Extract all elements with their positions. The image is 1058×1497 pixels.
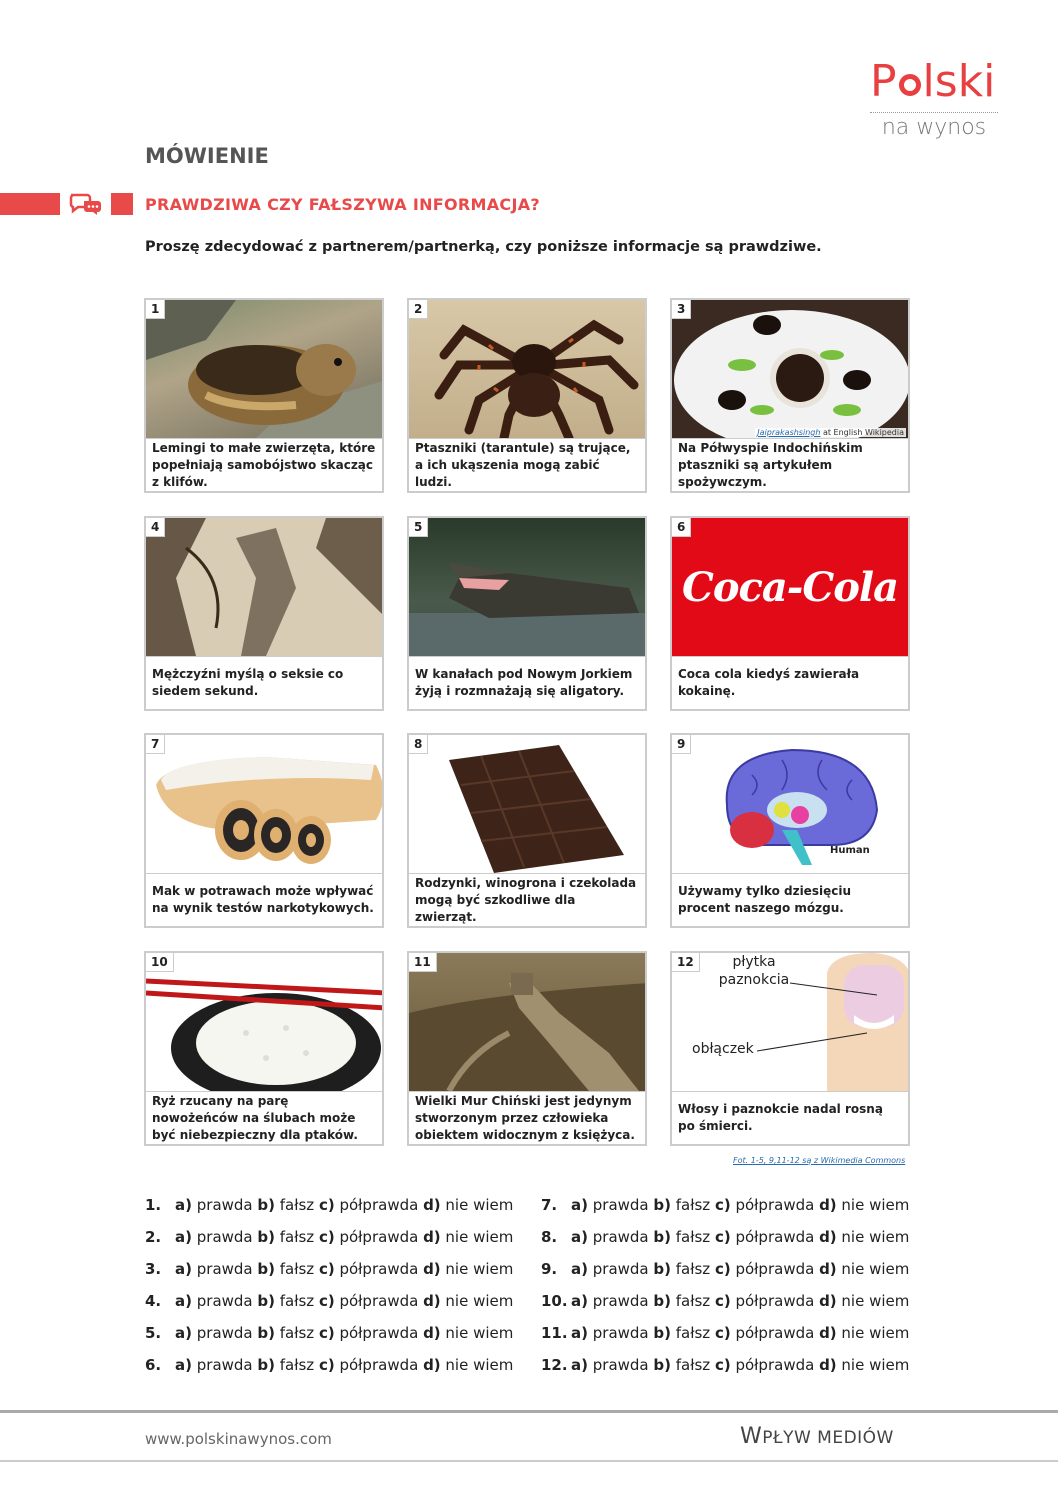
option-a-marker[interactable]: a) xyxy=(175,1324,192,1342)
option-a-marker[interactable]: a) xyxy=(571,1292,588,1310)
option-d-text[interactable]: nie wiem xyxy=(836,1356,910,1374)
option-d-marker[interactable]: d) xyxy=(423,1324,441,1342)
option-a-text[interactable]: prawda xyxy=(191,1228,258,1246)
alligator-drawing xyxy=(409,518,645,656)
card-4 xyxy=(144,516,384,711)
option-b-text[interactable]: fałsz xyxy=(274,1292,319,1310)
option-d-text[interactable]: nie wiem xyxy=(440,1228,514,1246)
answer-row xyxy=(541,1260,909,1278)
red-bar-left xyxy=(0,193,60,215)
alligator-image xyxy=(409,518,645,657)
option-d-marker[interactable]: d) xyxy=(819,1292,837,1310)
option-b-marker[interactable]: b) xyxy=(257,1228,275,1246)
option-c-marker[interactable]: c) xyxy=(714,1292,731,1310)
option-c-text[interactable]: półprawda xyxy=(730,1292,820,1310)
red-bar-square xyxy=(111,193,133,215)
card-6 xyxy=(670,516,910,711)
card-number: 4 xyxy=(146,518,165,537)
answer-row xyxy=(145,1196,513,1214)
abstract-art-drawing xyxy=(146,518,382,656)
option-a-marker[interactable]: a) xyxy=(571,1196,588,1214)
answer-row xyxy=(541,1196,909,1214)
card-number: 6 xyxy=(672,518,691,537)
answer-row xyxy=(541,1228,909,1246)
option-c-text[interactable]: półprawda xyxy=(334,1228,424,1246)
option-c-marker[interactable]: c) xyxy=(318,1292,335,1310)
option-c-text[interactable]: półprawda xyxy=(730,1196,820,1214)
option-a-text[interactable]: prawda xyxy=(587,1260,654,1278)
option-d-text[interactable]: nie wiem xyxy=(440,1356,514,1374)
option-b-marker[interactable]: b) xyxy=(257,1292,275,1310)
option-c-text[interactable]: półprawda xyxy=(730,1356,820,1374)
option-c-text[interactable]: półprawda xyxy=(730,1324,820,1342)
tarantula-image xyxy=(409,300,645,439)
logo-o-ring xyxy=(899,74,921,96)
option-c-marker[interactable]: c) xyxy=(318,1356,335,1374)
option-b-text[interactable]: fałsz xyxy=(670,1292,715,1310)
option-a-marker[interactable]: a) xyxy=(175,1356,192,1374)
option-a-text[interactable]: prawda xyxy=(191,1324,258,1342)
option-a-marker[interactable]: a) xyxy=(571,1356,588,1374)
card-text: Ptaszniki (tarantule) są trujące, a ich ukąszenia mogą zabić ludzi. xyxy=(415,440,631,489)
option-d-text[interactable]: nie wiem xyxy=(440,1324,514,1342)
card-text: W kanałach pod Nowym Jorkiem żyją i rozmnażają się aligatory. xyxy=(415,667,633,698)
card-1 xyxy=(144,298,384,493)
option-d-marker[interactable]: d) xyxy=(819,1260,837,1278)
option-c-marker[interactable]: c) xyxy=(714,1324,731,1342)
option-b-text[interactable]: fałsz xyxy=(274,1196,319,1214)
answer-row xyxy=(541,1356,909,1374)
option-b-marker[interactable]: b) xyxy=(653,1228,671,1246)
option-a-text[interactable]: prawda xyxy=(587,1228,654,1246)
card-text: Wielki Mur Chiński jest jedynym stworzonym przez człowieka obiektem widocznym z księżyca. xyxy=(415,1093,635,1142)
option-b-marker[interactable]: b) xyxy=(257,1356,275,1374)
answer-row xyxy=(145,1324,513,1342)
logo xyxy=(870,58,1010,140)
section-title: MÓWIENIE xyxy=(145,144,269,168)
poppy-seed-roll-drawing xyxy=(146,735,382,873)
card-text: Mak w potrawach może wpływać na wynik testów narkotykowych. xyxy=(152,884,374,915)
option-a-text[interactable]: prawda xyxy=(191,1356,258,1374)
option-a-marker[interactable]: a) xyxy=(571,1228,588,1246)
answer-row xyxy=(145,1356,513,1374)
card-9 xyxy=(670,733,910,928)
option-c-text[interactable]: półprawda xyxy=(334,1356,424,1374)
option-c-marker[interactable]: c) xyxy=(318,1324,335,1342)
option-c-text[interactable]: półprawda xyxy=(730,1228,820,1246)
option-a-marker[interactable]: a) xyxy=(175,1228,192,1246)
brain-label: Human xyxy=(830,845,870,856)
coca-cola-logo-text: Coca-Cola xyxy=(681,563,899,611)
card-number: 1 xyxy=(146,300,165,319)
poppy-seed-roll-image xyxy=(146,735,382,874)
footer-topic: WPŁYW MEDIÓW xyxy=(740,1424,894,1449)
option-b-text[interactable]: fałsz xyxy=(274,1356,319,1374)
option-d-text[interactable]: nie wiem xyxy=(440,1196,514,1214)
option-a-text[interactable]: prawda xyxy=(587,1196,654,1214)
card-text: Coca cola kiedyś zawierała kokainę. xyxy=(678,667,860,698)
option-b-marker[interactable]: b) xyxy=(257,1324,275,1342)
answer-number: 9. xyxy=(541,1260,558,1278)
option-c-marker[interactable]: c) xyxy=(318,1196,335,1214)
option-a-marker[interactable]: a) xyxy=(571,1260,588,1278)
option-b-marker[interactable]: b) xyxy=(653,1292,671,1310)
answer-number: 8. xyxy=(541,1228,558,1246)
option-c-marker[interactable]: c) xyxy=(318,1260,335,1278)
card-8 xyxy=(407,733,647,928)
option-d-marker[interactable]: d) xyxy=(423,1260,441,1278)
option-d-marker[interactable]: d) xyxy=(819,1324,837,1342)
card-number: 5 xyxy=(409,518,428,537)
option-b-text[interactable]: fałsz xyxy=(670,1196,715,1214)
option-d-marker[interactable]: d) xyxy=(423,1228,441,1246)
logo-sub: na wynos xyxy=(870,112,998,140)
answer-row xyxy=(541,1292,909,1310)
option-d-marker[interactable]: d) xyxy=(819,1196,837,1214)
option-b-text[interactable]: fałsz xyxy=(670,1228,715,1246)
option-a-text[interactable]: prawda xyxy=(191,1260,258,1278)
nail-plate-label: płytka paznokcia xyxy=(718,954,790,988)
card-text: Ryż rzucany na parę nowożeńców na ślubach może być niebezpieczny dla ptaków. xyxy=(152,1093,358,1142)
chat-bubbles-icon xyxy=(68,192,104,216)
answer-number: 3. xyxy=(145,1260,162,1278)
option-c-marker[interactable]: c) xyxy=(714,1356,731,1374)
option-a-marker[interactable]: a) xyxy=(175,1292,192,1310)
answer-number: 2. xyxy=(145,1228,162,1246)
rice-bowl-image xyxy=(146,953,382,1092)
card-text: Lemingi to małe zwierzęta, które popełniają samobójstwo skacząc z klifów. xyxy=(152,440,376,489)
option-b-marker[interactable]: b) xyxy=(653,1196,671,1214)
card-number: 11 xyxy=(409,953,437,972)
option-b-marker[interactable]: b) xyxy=(653,1324,671,1342)
option-c-marker[interactable]: c) xyxy=(714,1228,731,1246)
option-d-text[interactable]: nie wiem xyxy=(440,1260,514,1278)
logo-main: P lski xyxy=(870,56,996,107)
card-2 xyxy=(407,298,647,493)
fried-spiders-image xyxy=(672,300,908,439)
card-text: Mężczyźni myślą o seksie co siedem sekund. xyxy=(152,667,344,698)
option-b-text[interactable]: fałsz xyxy=(670,1260,715,1278)
option-d-marker[interactable]: d) xyxy=(423,1196,441,1214)
card-7 xyxy=(144,733,384,928)
answer-row xyxy=(145,1292,513,1310)
card-number: 7 xyxy=(146,735,165,754)
option-c-marker[interactable]: c) xyxy=(714,1196,731,1214)
card-number: 9 xyxy=(672,735,691,754)
option-d-text[interactable]: nie wiem xyxy=(836,1260,910,1278)
option-c-text[interactable]: półprawda xyxy=(334,1196,424,1214)
card-number: 8 xyxy=(409,735,428,754)
option-b-text[interactable]: fałsz xyxy=(274,1260,319,1278)
option-d-marker[interactable]: d) xyxy=(819,1356,837,1374)
brain-diagram-drawing xyxy=(672,735,908,873)
option-b-marker[interactable]: b) xyxy=(257,1260,275,1278)
answer-number: 6. xyxy=(145,1356,162,1374)
card-text: Na Półwyspie Indochińskim ptaszniki są artykułem spożywczym. xyxy=(678,440,863,489)
answer-row xyxy=(145,1260,513,1278)
coca-cola-logo-image xyxy=(672,518,908,657)
tarantula-drawing xyxy=(409,300,645,438)
abstract-art-image xyxy=(146,518,382,657)
photo-source: Fot. 1-5, 9,11-12 są z Wikimedia Commons xyxy=(733,1156,906,1165)
chocolate-bar-drawing xyxy=(409,735,645,873)
card-12 xyxy=(670,951,910,1146)
option-d-text[interactable]: nie wiem xyxy=(440,1292,514,1310)
brain-diagram-image xyxy=(672,735,908,874)
option-d-text[interactable]: nie wiem xyxy=(836,1324,910,1342)
footer-divider xyxy=(0,1410,1058,1413)
task-title: PRAWDZIWA CZY FAŁSZYWA INFORMACJA? xyxy=(145,195,540,214)
option-c-text[interactable]: półprawda xyxy=(334,1324,424,1342)
instruction: Proszę zdecydować z partnerem/partnerką, czy poniższe informacje są prawdziwe. xyxy=(145,239,822,255)
option-a-text[interactable]: prawda xyxy=(191,1196,258,1214)
option-b-text[interactable]: fałsz xyxy=(274,1324,319,1342)
answer-row xyxy=(541,1324,909,1342)
card-text: Używamy tylko dziesięciu procent naszego mózgu. xyxy=(678,884,851,915)
option-a-marker[interactable]: a) xyxy=(175,1260,192,1278)
card-3 xyxy=(670,298,910,493)
option-a-text[interactable]: prawda xyxy=(587,1292,654,1310)
answer-number: 1. xyxy=(145,1196,162,1214)
fried-spiders-drawing xyxy=(672,300,908,438)
answer-number: 4. xyxy=(145,1292,162,1310)
answer-row xyxy=(145,1228,513,1246)
great-wall-image xyxy=(409,953,645,1092)
option-a-text[interactable]: prawda xyxy=(191,1292,258,1310)
fingernail-diagram-image xyxy=(672,953,908,1092)
option-d-text[interactable]: nie wiem xyxy=(836,1228,910,1246)
card-number: 2 xyxy=(409,300,428,319)
card-number: 10 xyxy=(146,953,174,972)
rice-bowl-drawing xyxy=(146,953,382,1091)
card-number: 12 xyxy=(672,953,700,972)
option-a-text[interactable]: prawda xyxy=(587,1324,654,1342)
great-wall-drawing xyxy=(409,953,645,1091)
option-c-text[interactable]: półprawda xyxy=(730,1260,820,1278)
option-d-text[interactable]: nie wiem xyxy=(836,1292,910,1310)
option-b-marker[interactable]: b) xyxy=(653,1260,671,1278)
answer-number: 11. xyxy=(541,1324,568,1342)
card-text: Włosy i paznokcie nadal rosną po śmierci. xyxy=(678,1102,883,1133)
lemming-drawing xyxy=(146,300,382,438)
photo-credit: Jaiprakashsingh at English Wikipedia xyxy=(757,428,904,437)
option-d-marker[interactable]: d) xyxy=(819,1228,837,1246)
option-b-marker[interactable]: b) xyxy=(653,1356,671,1374)
option-a-marker[interactable]: a) xyxy=(571,1324,588,1342)
answer-number: 5. xyxy=(145,1324,162,1342)
option-b-text[interactable]: fałsz xyxy=(670,1356,715,1374)
footer-url[interactable]: www.polskinawynos.com xyxy=(145,1430,332,1448)
cuticle-label: obłączek xyxy=(692,1041,754,1057)
option-a-marker[interactable]: a) xyxy=(175,1196,192,1214)
option-c-text[interactable]: półprawda xyxy=(334,1292,424,1310)
option-d-marker[interactable]: d) xyxy=(423,1356,441,1374)
option-b-text[interactable]: fałsz xyxy=(274,1228,319,1246)
option-b-marker[interactable]: b) xyxy=(257,1196,275,1214)
card-number: 3 xyxy=(672,300,691,319)
lemming-image xyxy=(146,300,382,439)
option-c-text[interactable]: półprawda xyxy=(334,1260,424,1278)
option-c-marker[interactable]: c) xyxy=(318,1228,335,1246)
answer-number: 10. xyxy=(541,1292,568,1310)
card-text: Rodzynki, winogrona i czekolada mogą być szkodliwe dla zwierząt. xyxy=(415,875,637,924)
chocolate-bar-image xyxy=(409,735,645,874)
option-d-marker[interactable]: d) xyxy=(423,1292,441,1310)
answer-number: 12. xyxy=(541,1356,568,1374)
option-c-marker[interactable]: c) xyxy=(714,1260,731,1278)
option-b-text[interactable]: fałsz xyxy=(670,1324,715,1342)
card-10 xyxy=(144,951,384,1146)
card-11 xyxy=(407,951,647,1146)
option-a-text[interactable]: prawda xyxy=(587,1356,654,1374)
option-d-text[interactable]: nie wiem xyxy=(836,1196,910,1214)
answer-number: 7. xyxy=(541,1196,558,1214)
footer-bottom-line xyxy=(0,1460,1058,1462)
card-5 xyxy=(407,516,647,711)
